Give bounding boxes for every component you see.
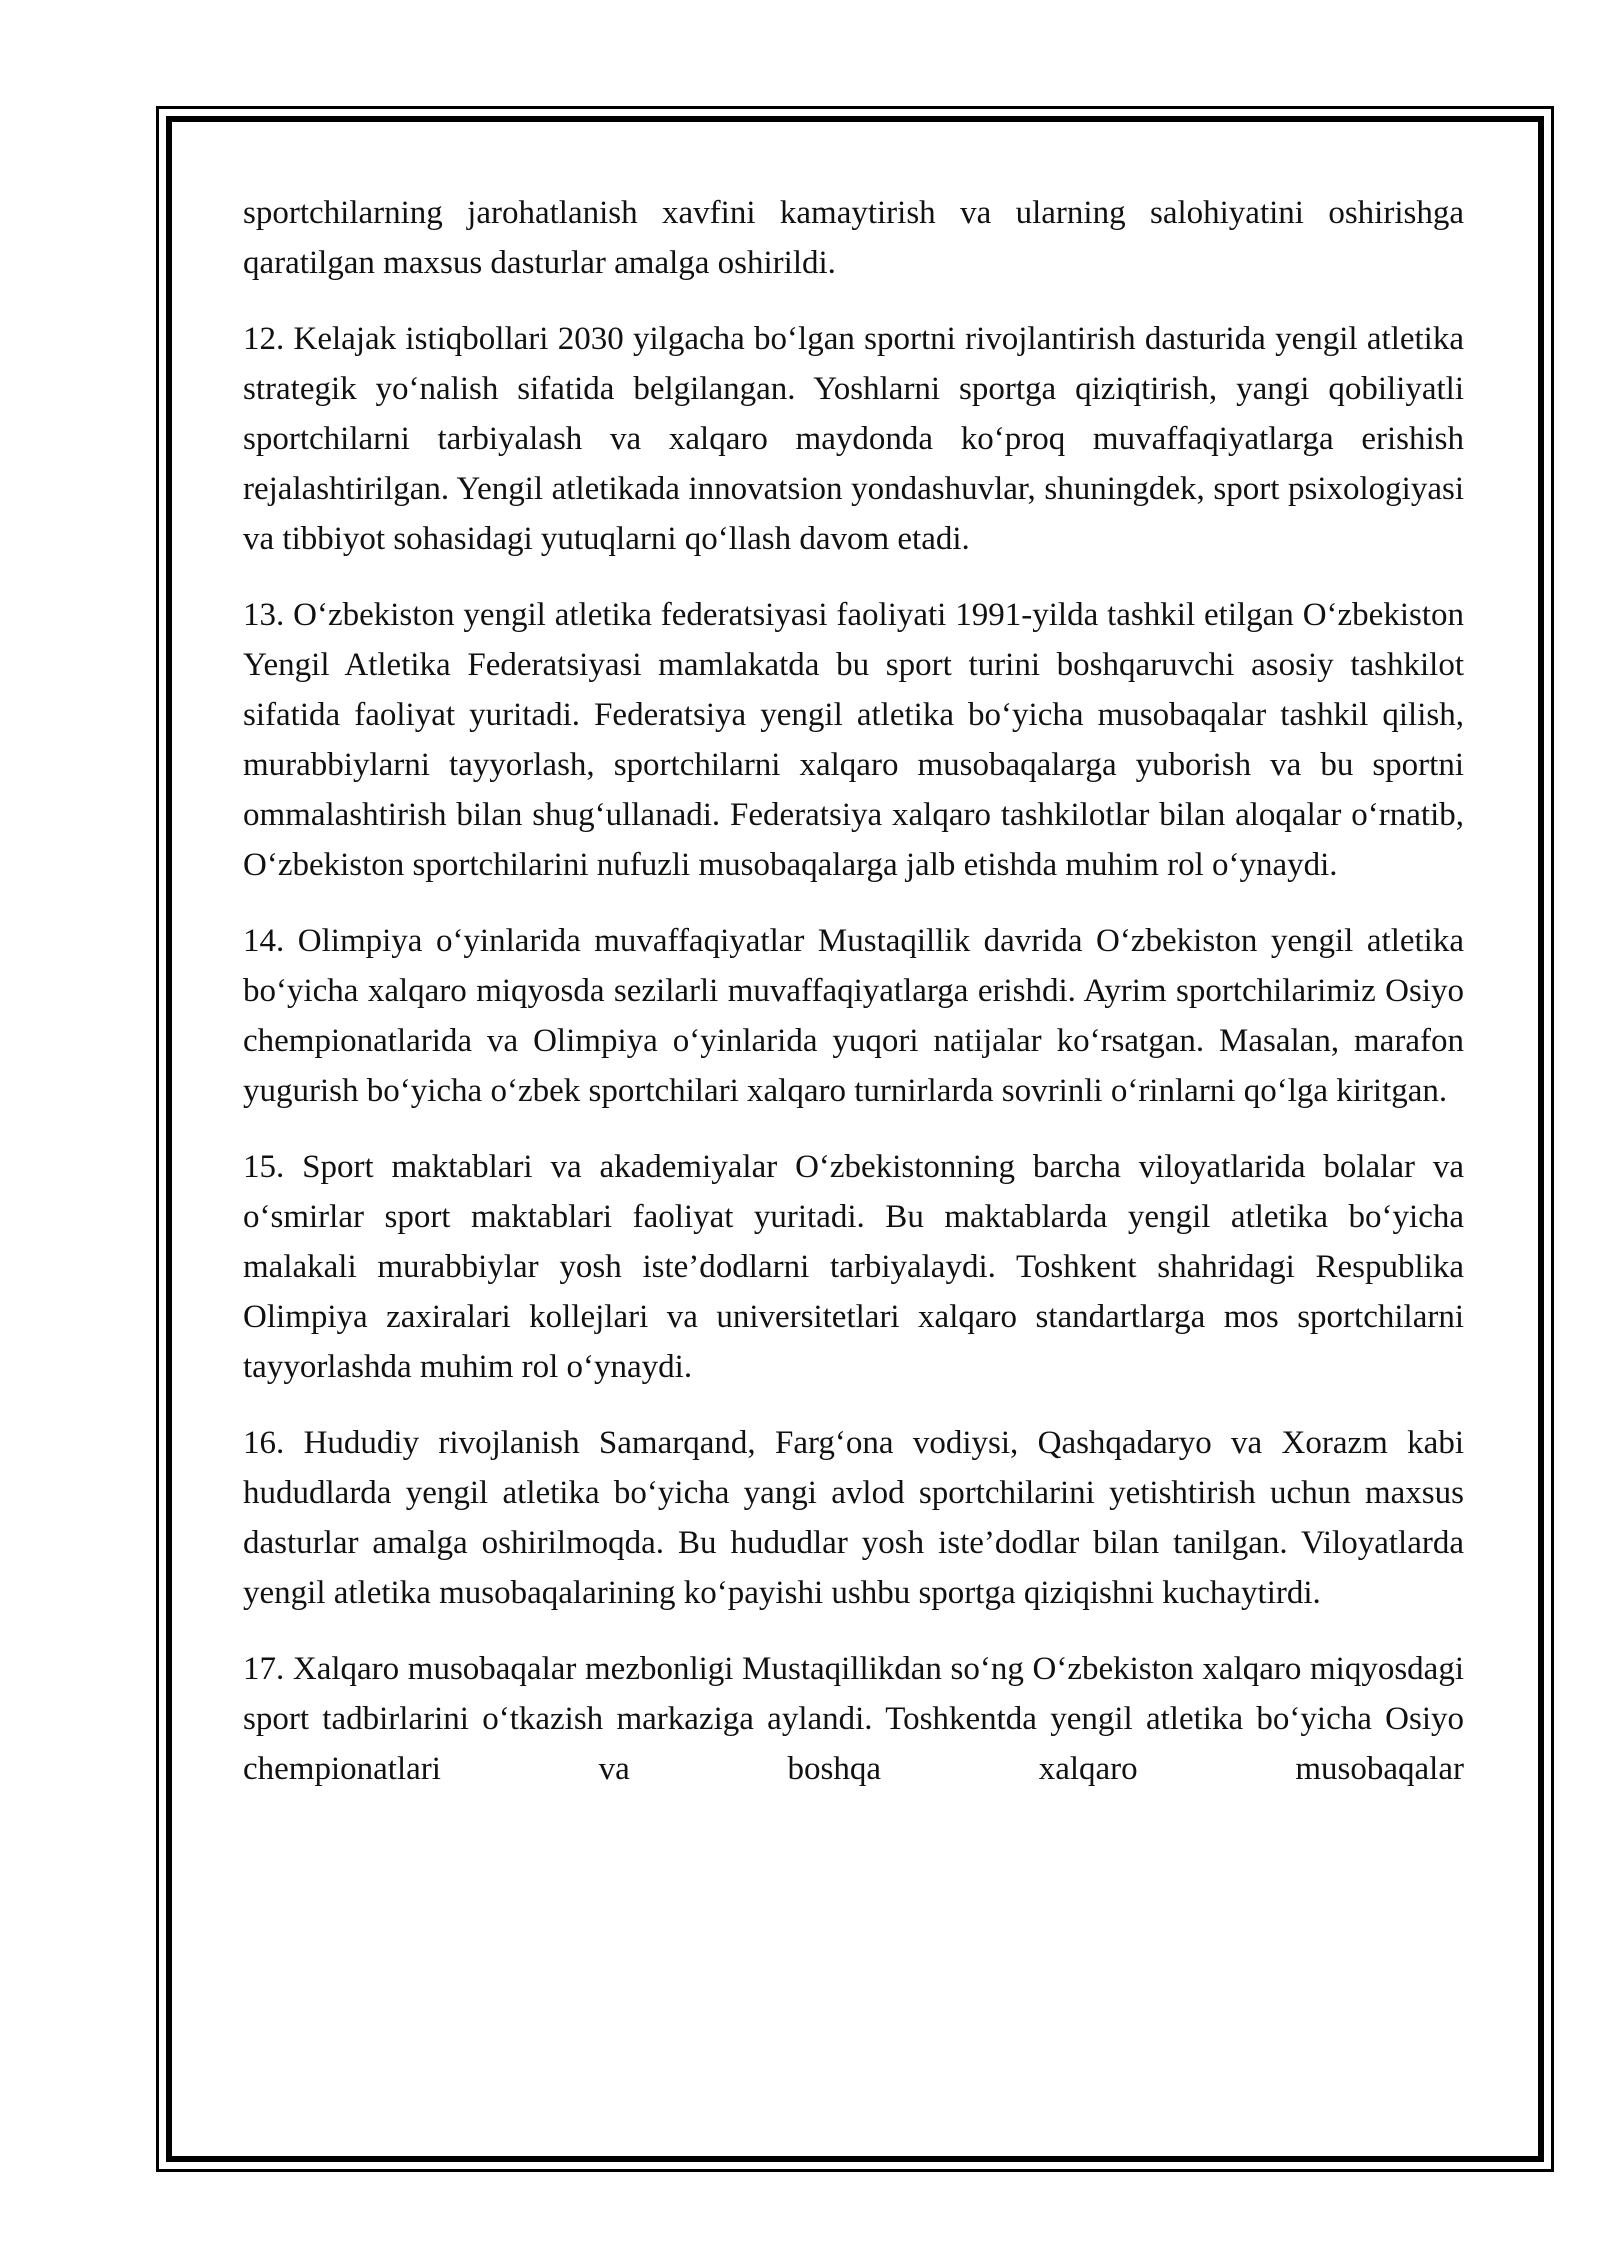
paragraph-15-sport-maktablari: 15. Sport maktablari va akademiyalar O‘zbekistonning barcha viloyatlarida bolalar va o‘smirlar sport maktablari faoliyat yuritadi. Bu maktablarda yengil atletika bo‘yicha malakali murabbiylar yosh iste’dodlarni tarbiyalaydi. Toshkent shahridagi Respublika Olimpiya zaxiralari kollejlari va universitetlari xalqaro standartlarga mos sportchilarni tayyorlashda muhim rol o‘ynaydi.	[243, 1149, 1464, 1385]
paragraph-13-federatsiya: 13. O‘zbekiston yengil atletika federatsiyasi faoliyati 1991-yilda tashkil etilgan O‘zbekiston Yengil Atletika Federatsiyasi mamlakatda bu sport turini boshqaruvchi asosiy tashkilot sifatida faoliyat yuritadi. Federatsiya yengil atletika bo‘yicha musobaqalar tashkil qilish, murabbiylarni tayyorlash, sportchilarni xalqaro musobaqalarga yuborish va bu sportni ommalashtirish bilan shug‘ullanadi. Federatsiya xalqaro tashkilotlar bilan aloqalar o‘rnatib, O‘zbekiston sportchilarini nufuzli musobaqalarga jalb etishda muhim rol o‘ynaydi.	[243, 597, 1464, 883]
paragraph-continuation: sportchilarning jarohatlanish xavfini kamaytirish va ularning salohiyatini oshirishga qaratilgan maxsus dasturlar amalga oshirildi.	[243, 195, 1464, 281]
paragraph-16-hududiy-rivojlanish: 16. Hududiy rivojlanish Samarqand, Farg‘ona vodiysi, Qashqadaryo va Xorazm kabi hududlarda yengil atletika bo‘yicha yangi avlod sportchilarini yetishtirish uchun maxsus dasturlar amalga oshirilmoqda. Bu hududlar yosh iste’dodlar bilan tanilgan. Viloyatlarda yengil atletika musobaqalarining ko‘payishi ushbu sportga qiziqishni kuchaytirdi.	[243, 1425, 1464, 1611]
page-body	[243, 188, 1464, 1794]
paragraph-17-xalqaro-musobaqalar: 17. Xalqaro musobaqalar mezbonligi Mustaqillikdan so‘ng O‘zbekiston xalqaro miqyosdagi sport tadbirlarini o‘tkazish markaziga aylandi. Toshkentda yengil atletika bo‘yicha Osiyo chempionatlari va boshqa xalqaro musobaqalar	[243, 1651, 1464, 1787]
paragraph-14-olimpiya: 14. Olimpiya o‘yinlarida muvaffaqiyatlar Mustaqillik davrida O‘zbekiston yengil atletika bo‘yicha xalqaro miqyosda sezilarli muvaffaqiyatlarga erishdi. Ayrim sportchilarimiz Osiyo chempionatlarida va Olimpiya o‘yinlarida yuqori natijalar ko‘rsatgan. Masalan, marafon yugurish bo‘yicha o‘zbek sportchilari xalqaro turnirlarda sovrinli o‘rinlarni qo‘lga kiritgan.	[243, 923, 1464, 1109]
paragraph-12-kelajak-istiqbollari: 12. Kelajak istiqbollari 2030 yilgacha bo‘lgan sportni rivojlantirish dasturida yengil atletika strategik yo‘nalish sifatida belgilangan. Yoshlarni sportga qiziqtirish, yangi qobiliyatli sportchilarni tarbiyalash va xalqaro maydonda ko‘proq muvaffaqiyatlarga erishish rejalashtirilgan. Yengil atletikada innovatsion yondashuvlar, shuningdek, sport psixologiyasi va tibbiyot sohasidagi yutuqlarni qo‘llash davom etadi.	[243, 321, 1464, 557]
